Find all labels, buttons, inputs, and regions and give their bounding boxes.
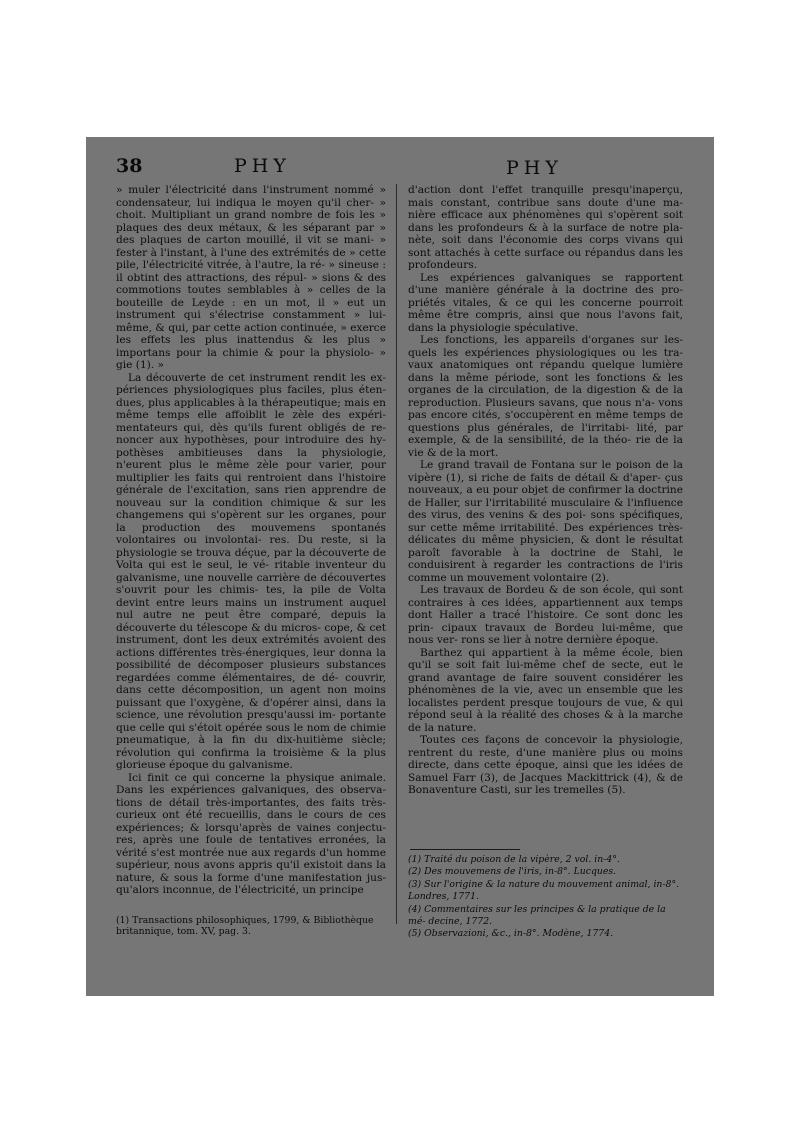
paragraph: Ici finit ce qui concerne la physique animale. Dans les expériences galvaniques, des observa- tions de détail très-importantes, des faits très- curieux ont été recueillis, dans le cours de ces expériences; & lorsqu'après de vaines conjectu- res, après une foule de tentatives erronées, la vérité s'est montrée nue aux regards d'un homme supérieur, nous avons appris qu'il existoit dans la nature, & sous la forme d'une manifestation jus- qu'alors inconnue, de l'électricité, un principe [116,771,386,896]
paragraph: Les fonctions, les appareils d'organes sur les- quels les expériences physiologiques ou les tra- vaux anatomiques ont répandu quelque lumière dans la même période, sont les fonctions & les organes de la circulation, de la digestion & de la reproduction. Plusieurs savans, que nous n'a- vons pas encore cités, s'occupèrent en même temps de questions plus générales, de l'irritabi- lité, par exemple, & de la sensibilité, de la théo- rie de la vie & de la mort. [408,334,683,459]
footnote: (1) Traité du poison de la vipère, 2 vol. in-4°. [408,854,620,865]
right-footnotes [408,845,683,941]
left-running-title: PHY [234,155,291,177]
paragraph: La découverte de cet instrument rendit les ex- périences physiologiques plus faciles, plus éten- dues, plus applicables à la thérapeutique; mais en même temps elle affoiblit le zèle des expéri- mentateurs qui, dès qu'ils furent obligés de re- noncer aux hypothèses, pour introduire des hy- pothèses ambitieuses dans la physiologie, n'eurent plus le même zèle pour varier, pour multiplier les faits qui rentroient dans l'histoire générale de l'excitation, sans rien apprendre de nouveau sur la condition chimique & sur les changemens qui s'opèrent sur les organes, pour la production des mouvemens spontanés volontaires ou involontai- res. Du reste, si la physiologie se trouva déçue, par la découverte de Volta qui est le seul, le vé- ritable inventeur du galvanisme, une nouvelle carrière de découvertes s'ouvrit pour les chimis- tes, la pile de Volta devint entre leurs mains un instrument auquel nul autre ne peut être comparé, depuis la découverte du télescope & du micros- cope, & cet instrument, dont les deux extrémités avoient des actions différentes très-énergiques, leur donna la possibilité de décomposer plusieurs substances regardées comme élémentaires, de dé- couvrir, dans cette décomposition, un agent non moins puissant que l'oxygène, & d'opérer ainsi, dans la science, une révolution presqu'aussi im- portante que celle qui s'étoit opérée sous le nom de chimie pneumatique, à la fin du dix-huitième siècle; révolution qui confirma la troisième & la plus glorieuse époque du galvanisme. [116,371,386,771]
quote-paragraph: » muler l'électricité dans l'instrument nommé » condensateur, lui indiqua le moyen qu'il cher- » choit. Multipliant un grand nombre de fois les » plaques des deux métaux, & les séparant par » des plaques de carton mouillé, il vit se mani- » fester à l'instant, à l'une des extrémités de » cette pile, l'électricité vitrée, à l'autre, la ré- » sineuse : il obtint des attractions, des répul- » sions & des commotions toutes semblables à » celles de la bouteille de Leyde : en un mot, il » eut un instrument qui s'électrise constamment » lui-même, & qui, par cette action continuée, » exerce les effets les plus inattendus & les plus » importans pour la chimie & pour la physiolo- » gie (1). » [116,184,386,371]
paragraph: Barthez qui appartient à la même école, bien qu'il se soit fait lui-même chef de secte, eut le grand avantage de faire souvent considérer les phénomènes de la vie, avec un ensemble que les localistes perdent presque toujours de vue, & qui répond seul à la réalité des choses & à la marche de la nature. [408,646,683,734]
right-column [408,184,683,797]
footnote: (2) Des mouvemens de l'iris, in-8°. Lucques. [408,866,617,878]
right-running-title: PHY [506,157,563,179]
footnote: (5) Observazioni, &c., in-8°. Modène, 1774. [408,928,614,940]
footnote: (3) Sur l'origine & la nature du mouvement animal, in-8°. Londres, 1771. [408,878,680,903]
paragraph: Les travaux de Bordeu & de son école, qui sont contraires à ces idées, appartiennent aux temps dont Haller a tracé l'histoire. Ce sont donc les prin- cipaux travaux de Bordeu lui-même, que nous ver- rons se lier à notre dernière époque. [408,584,683,646]
footnote: (4) Commentaires sur les principes & la pratique de la mé- decine, 1772. [408,903,666,928]
left-column [116,184,386,897]
page-number: 38 [116,155,143,177]
paragraph: Les expériences galvaniques se rapportent d'une manière générale à la doctrine des pro- priétés vitales, & ce qui les concerne pourroit même être compris, ainsi que nous l'avons fait, dans la physiologie spéculative. [408,271,683,334]
running-header [86,155,714,181]
scanned-page [86,137,714,996]
left-footnotes [116,915,386,937]
footnote-rule [410,849,520,850]
paragraph: Le grand travail de Fontana sur le poison de la vipère (1), si riche de faits de détail & d'aper- çus nouveaux, a eu pour objet de confirmer la doctrine de Haller, sur l'irritabilité musculaire & l'influence des virus, des venins & des poi- sons spécifiques, sur cette même irritabilité. Des expériences très-délicates du même physicien, & dont le résultat paroît favorable à la doctrine de Stahl, le conduisirent à regarder les contractions de l'iris comme un mouvement volontaire (2). [408,459,683,584]
footnote: (1) Transactions philosophiques, 1799, & Bibliothèque britannique, tom. XV, pag. 3. [116,915,374,937]
column-divider [396,184,397,924]
paragraph: d'action dont l'effet tranquille presqu'inaperçu, mais constant, contribue sans doute d'une ma- nière efficace aux phénomènes qui s'opèrent soit dans les profondeurs & à la surface de notre pla- nète, soit dans l'économie des corps vivans qui sont attachés à cette surface ou répandus dans les profondeurs. [408,184,683,271]
paragraph: Toutes ces façons de concevoir la physiologie, rentrent du reste, d'une manière plus ou moins directe, dans cette époque, ainsi que les idées de Samuel Farr (3), de Jacques Mackittrick (4), & de Bonaventure Casti, sur les tremelles (5). [408,734,683,796]
